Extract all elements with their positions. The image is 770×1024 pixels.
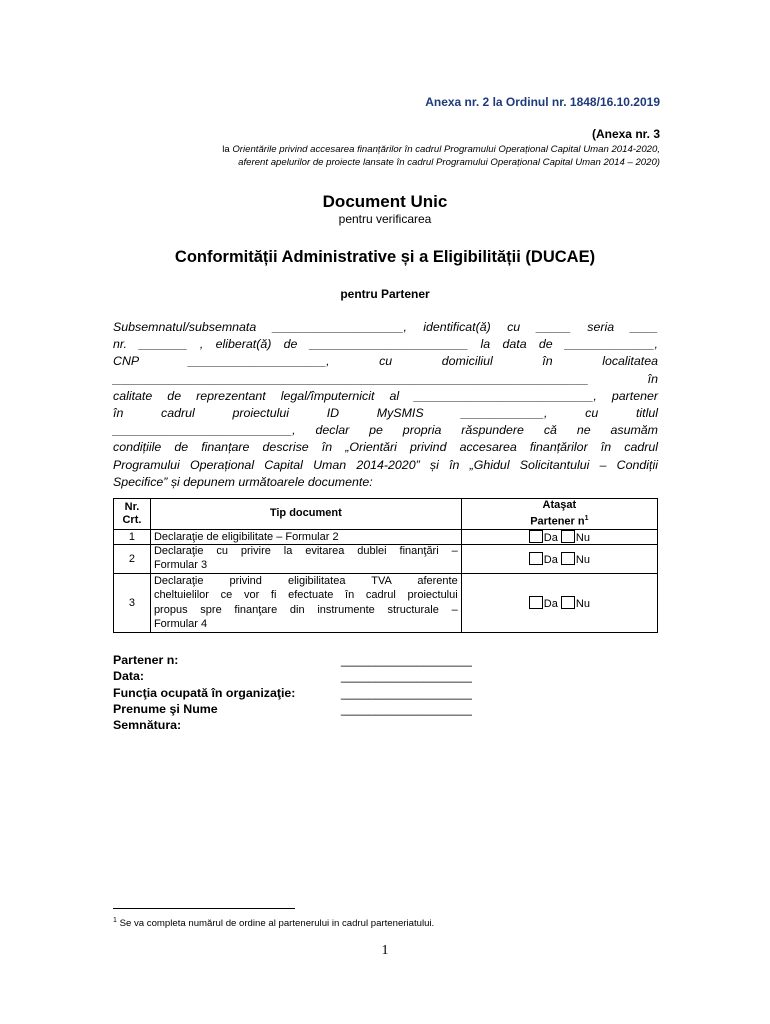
declaration-line: condițiile de finanțare descrise în „Orientări privind accesarea finanțărilor în cadrul [113,440,658,455]
row-atasat [461,529,657,544]
row-text-line: Declaraţie privind eligibilitatea TVA aferente [153,574,458,587]
orientari-lead: la [222,144,230,155]
document-title: Document Unic [322,192,448,211]
blank-partener[interactable]: ___________________ [341,653,472,667]
footnote [113,917,434,929]
anexa-heading: Anexa nr. 2 la Ordinul nr. 1848/16.10.2019 [425,95,660,109]
row-tip-document [150,529,461,544]
documents-table [113,498,658,633]
table-row [114,544,658,573]
checkbox-da[interactable] [529,530,543,543]
header-tip-document: Tip document [150,499,461,530]
row-number: 2 [114,544,151,573]
table-row [114,529,658,544]
row-atasat [461,573,657,632]
declaration-line: Programului Operațional Capital Uman 2014-2020” și în „Ghidul Solicitantului – Condiții [113,457,658,472]
declaration-line: în cadrul proiectului ID MySMIS ____________, cu titlul [113,406,658,421]
page-number: 1 [381,943,389,958]
signature-blanks [341,652,472,717]
row-text-line: propus spre finanţare din instrumente structurale – [153,603,458,616]
table-header-row [114,499,658,530]
row-atasat [461,544,657,573]
row-number: 1 [114,529,151,544]
blank-functia[interactable]: ___________________ [341,685,472,700]
declaration-line: calitate de reprezentant legal/împuternicit al __________________________, partener [113,388,658,403]
checkbox-nu[interactable] [561,552,575,565]
label-data: Data: [113,669,144,684]
declaration-line: Subsemnatul/subsemnata ___________________, identificat(ă) cu _____ seria ____ [113,320,658,334]
row-tip-document [150,573,461,632]
row-text-line: Declaraţie de eligibilitate – Formular 2 [153,530,339,543]
ducae-title: Conformității Administrative și a Eligibilității (DUCAE) [174,248,596,266]
table-row [114,573,658,632]
header-atasat-line2: Partener n [530,515,585,528]
footnote-mark: 1 [113,917,117,924]
option-da-label: Da [543,597,558,610]
declaration-paragraph [113,319,658,491]
footnote-ref: 1 [584,515,589,522]
checkbox-nu[interactable] [561,596,575,609]
option-da-label: Da [543,531,558,544]
declaration-line: _____________________________________________________________________ în [113,371,658,386]
row-number: 3 [114,573,151,632]
label-semnatura: Semnătura: [113,718,182,733]
row-text-line: Formular 3 [153,558,208,571]
orientari-line-1: Orientările privind accesarea finanțărilor în cadrul Programului Operațional Capital Uman 2014-2020, [229,144,660,155]
declaration-line: CNP ____________________, cu domiciliul în localitatea [113,354,658,369]
orientari-line-2: aferent apelurilor de proiecte lansate în cadrul Programului Operațional Capital Uman 2014 – 2020) [238,157,660,168]
footnote-text: Se va completa numărul de ordine al partenerului in cadrul parteneriatului. [116,918,435,930]
declaration-line: nr. _______ , eliberat(ă) de _______________________ la data de _____________, [113,337,658,352]
header-nr [114,499,151,530]
row-text-line: Formular 4 [153,618,208,631]
declaration-line: Specifice” și depunem următoarele documente: [113,474,373,489]
header-nr-line2: Crt. [122,513,142,526]
orientari-reference [100,143,660,169]
row-text-line: cheltuielilor ce vor fi efectuate în cadrul proiectului [153,589,458,602]
row-text-line: Declaraţie cu privire la evitarea dublei finanţări – [153,545,458,558]
signature-labels [113,652,295,733]
checkbox-nu[interactable] [561,530,575,543]
option-nu-label: Nu [575,597,590,610]
checkbox-da[interactable] [529,552,543,565]
header-atasat-line1: Ataşat [542,499,577,511]
label-partener: Partener n: [113,653,179,667]
blank-prenume-nume[interactable]: ___________________ [341,701,472,716]
blank-data[interactable]: ___________________ [341,669,472,684]
option-nu-label: Nu [575,531,590,544]
label-prenume-nume: Prenume şi Nume [113,701,218,716]
declaration-line: __________________________, declar pe propria răspundere că ne asumăm [113,423,658,438]
pentru-partener: pentru Partener [340,287,430,301]
header-atasat [461,499,657,530]
anexa3-heading: (Anexa nr. 3 [591,127,660,141]
header-nr-line1: Nr. [124,500,140,513]
document-subtitle: pentru verificarea [338,212,432,226]
label-functia: Funcţia ocupată în organizaţie: [113,685,296,700]
option-nu-label: Nu [575,553,590,566]
option-da-label: Da [543,553,558,566]
footnote-divider [113,908,295,909]
checkbox-da[interactable] [529,596,543,609]
row-tip-document [150,544,461,573]
